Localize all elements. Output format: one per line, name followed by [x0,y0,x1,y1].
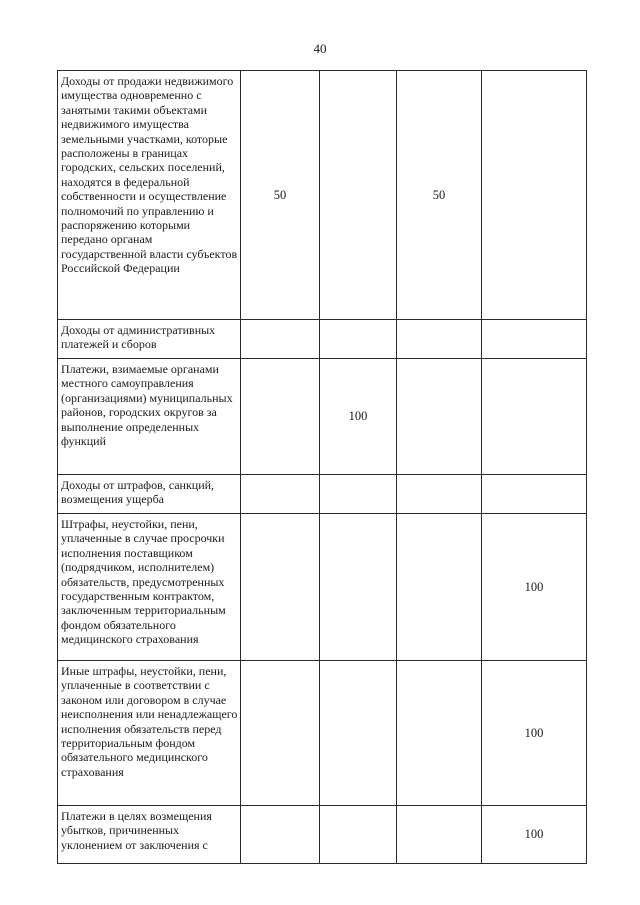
value-cell: 100 [320,359,397,475]
value-cell [241,806,320,864]
value-cell [320,320,397,359]
value-cell [241,661,320,806]
revenue-distribution-table [57,70,587,864]
value-cell [482,71,587,320]
revenue-description: Платежи в целях возмещения убытков, причиненных уклонением от заключения с [58,806,241,864]
table-row [58,359,587,475]
value-cell [397,661,482,806]
revenue-description: Доходы от продажи недвижимого имущества одновременно с занятыми такими объектами недвижимого имущества земельными участками, которые расположены в границах городских, сельских поселений, находятся в федеральной собственности и осуществление полномочий по управлению и распоряжению которыми передано органам государственной власти субъектов Российской Федерации [58,71,241,320]
value-cell [320,806,397,864]
value-cell [397,320,482,359]
value-cell [320,661,397,806]
value-cell [482,475,587,514]
value-cell [482,320,587,359]
table-row [58,661,587,806]
value-cell [397,475,482,514]
revenue-description: Иные штрафы, неустойки, пени, уплаченные в соответствии с законом или договором в случае неисполнения или ненадлежащего исполнения обязательств перед территориальным фондом обязательного медицинского страхования [58,661,241,806]
value-cell [241,514,320,661]
value-cell [241,320,320,359]
value-cell [320,514,397,661]
value-cell: 100 [482,514,587,661]
value-cell: 100 [482,661,587,806]
table-row [58,71,587,320]
value-cell: 50 [397,71,482,320]
value-cell [397,514,482,661]
table-row [58,806,587,864]
value-cell: 100 [482,806,587,864]
table-row [58,320,587,359]
revenue-description: Платежи, взимаемые органами местного самоуправления (организациями) муниципальных районов, городских округов за выполнение определенных функций [58,359,241,475]
page-number: 40 [313,41,327,56]
table-row [58,514,587,661]
value-cell [320,71,397,320]
value-cell [397,806,482,864]
value-cell [241,359,320,475]
value-cell: 50 [241,71,320,320]
value-cell [482,359,587,475]
revenue-description: Штрафы, неустойки, пени, уплаченные в случае просрочки исполнения поставщиком (подрядчиком, исполнителем) обязательств, предусмотренных государственным контрактом, заключенным территориальным фондом обязательного медицинского страхования [58,514,241,661]
revenue-description: Доходы от административных платежей и сборов [58,320,241,359]
value-cell [397,359,482,475]
revenue-description: Доходы от штрафов, санкций, возмещения ущерба [58,475,241,514]
value-cell [320,475,397,514]
table-row [58,475,587,514]
value-cell [241,475,320,514]
